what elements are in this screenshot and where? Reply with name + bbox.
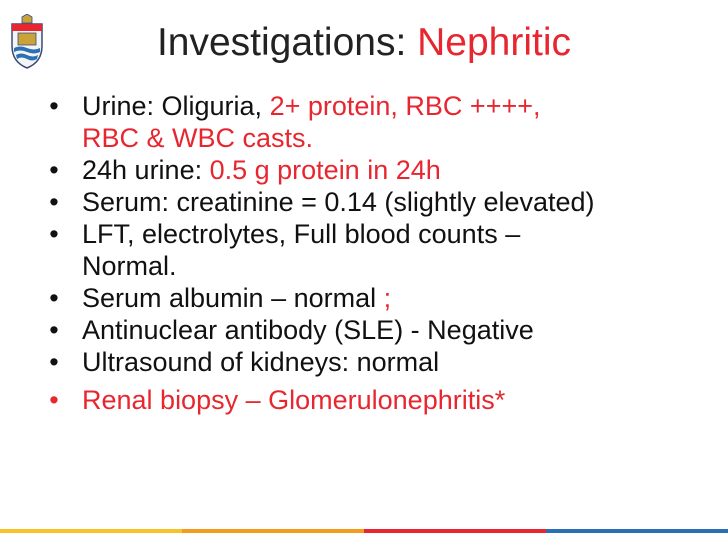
footer-bar-segment xyxy=(364,529,546,533)
bullet-dot: • xyxy=(49,347,59,377)
bullet-dot: • xyxy=(49,219,59,249)
bullet-item: • Renal biopsy – Glomerulonephritis* xyxy=(22,384,722,416)
slide-title xyxy=(0,20,728,66)
bullet-dot: • xyxy=(49,155,59,185)
bullet-dot: • xyxy=(49,385,59,415)
bullet-item: • Urine: Oliguria, 2+ protein, RBC ++++, RBC & WBC casts. xyxy=(22,90,722,154)
bullet-item: • Serum albumin – normal ; xyxy=(22,282,722,314)
footer-color-bar xyxy=(0,529,728,533)
title-main: Investigations: xyxy=(156,21,418,64)
bullet-item: • Ultrasound of kidneys: normal xyxy=(22,346,722,378)
bullet-dot: • xyxy=(49,315,59,345)
bullet-dot: • xyxy=(49,187,59,217)
bullet-dot: • xyxy=(49,283,59,313)
bullet-list xyxy=(22,90,722,416)
title-accent: Nephritic xyxy=(417,21,572,64)
bullet-item: • 24h urine: 0.5 g protein in 24h xyxy=(22,154,722,186)
footer-bar-segment xyxy=(182,529,364,533)
bullet-item: • Serum: creatinine = 0.14 (slightly elevated) xyxy=(22,186,722,218)
bullet-item: • LFT, electrolytes, Full blood counts – Normal. xyxy=(22,218,722,282)
footer-bar-segment xyxy=(0,529,182,533)
bullet-item: • Antinuclear antibody (SLE) - Negative xyxy=(22,314,722,346)
footer-bar-segment xyxy=(546,529,728,533)
bullet-dot: • xyxy=(49,91,59,121)
